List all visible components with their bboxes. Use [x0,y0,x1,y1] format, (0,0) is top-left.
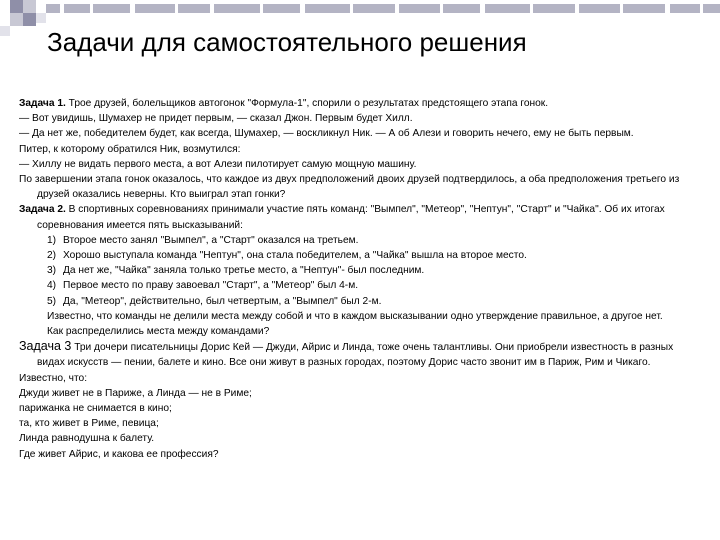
page-title: Задачи для самостоятельного решения [47,27,527,57]
task2-question: Как распределились места между командами? [47,326,270,338]
task3-line: Джуди живет не в Париже, а Линда — не в Риме; [19,387,252,399]
task3-line: та, кто живет в Риме, певица; [19,418,159,430]
task1-line: — Хиллу не видать первого места, а вот Алези пилотирует самую мощную машину. [19,158,417,170]
task3-line: парижанка не снимается в кино; [19,403,172,415]
task3-text: Три дочери писательницы Дорис Кей — Джуди, Айрис и Линда, тоже очень талантливы. Они приобрели известность в разных видах искусств — пении, балете и кино. Все они живут в разных городах, поэтому Дорис часто звонит им в Париж, Рим и Чикаго. [37,342,674,369]
task2-statement: 1) Второе место занял "Вымпел", а "Старт" оказался на третьем. [47,234,359,246]
task3-line: Известно, что: [19,372,88,384]
task2-text: В спортивных соревнованиях принимали участие пять команд: "Вымпел", "Метеор", "Нептун", "Старт" и "Чайка". Об их итогах соревнования имеется пять высказываний: [37,204,665,231]
task2-label: Задача 2. [19,204,66,216]
task2-statement: 5) Да, "Метеор", действительно, был четвертым, а "Вымпел" был 2-м. [47,295,382,307]
task1-line: По завершении этапа гонок оказалось, что каждое из двух предположений двоих друзей подтвердилось, а оба предположения третьего из друзей оказались неверны. Кто выиграл этап гонки? [19,174,680,201]
task2-statement: 4) Первое место по праву завоевал "Старт", а "Метеор" был 4-м. [47,280,359,292]
task2-statement: 2) Хорошо выступала команда "Нептун", она стала победителем, а "Чайка" вышла на второе место. [47,250,527,262]
task1-text: Трое друзей, болельщиков автогонок "Формула-1", спорили о результатах предстоящего этапа гонок. [65,98,549,109]
task1-line: — Да нет же, победителем будет, как всегда, Шумахер, — воскликнул Ник. — А об Алези и говорить нечего, ему не быть первым. [19,128,634,140]
task3-intro [19,339,691,370]
task2-statement: 3) Да нет же, "Чайка" заняла только третье место, а "Нептун"- был последним. [47,265,425,277]
task1-intro [19,96,691,111]
task1-line: — Вот увидишь, Шумахер не придет первым, — сказал Джон. Первым будет Хилл. [19,113,413,125]
task2-outro: Известно, что команды не делили места между собой и что в каждом высказывании одно утверждение правильное, а другое нет. [47,310,663,322]
task1-line: Питер, к которому обратился Ник, возмутился: [19,143,241,155]
task3-question: Где живет Айрис, и какова ее профессия? [19,448,219,460]
task2-intro [19,202,691,232]
task-list [19,96,691,462]
task3-line: Линда равнодушна к балету. [19,433,155,445]
task1-label: Задача 1. [19,98,66,109]
task3-label: Задача 3 [19,339,72,354]
